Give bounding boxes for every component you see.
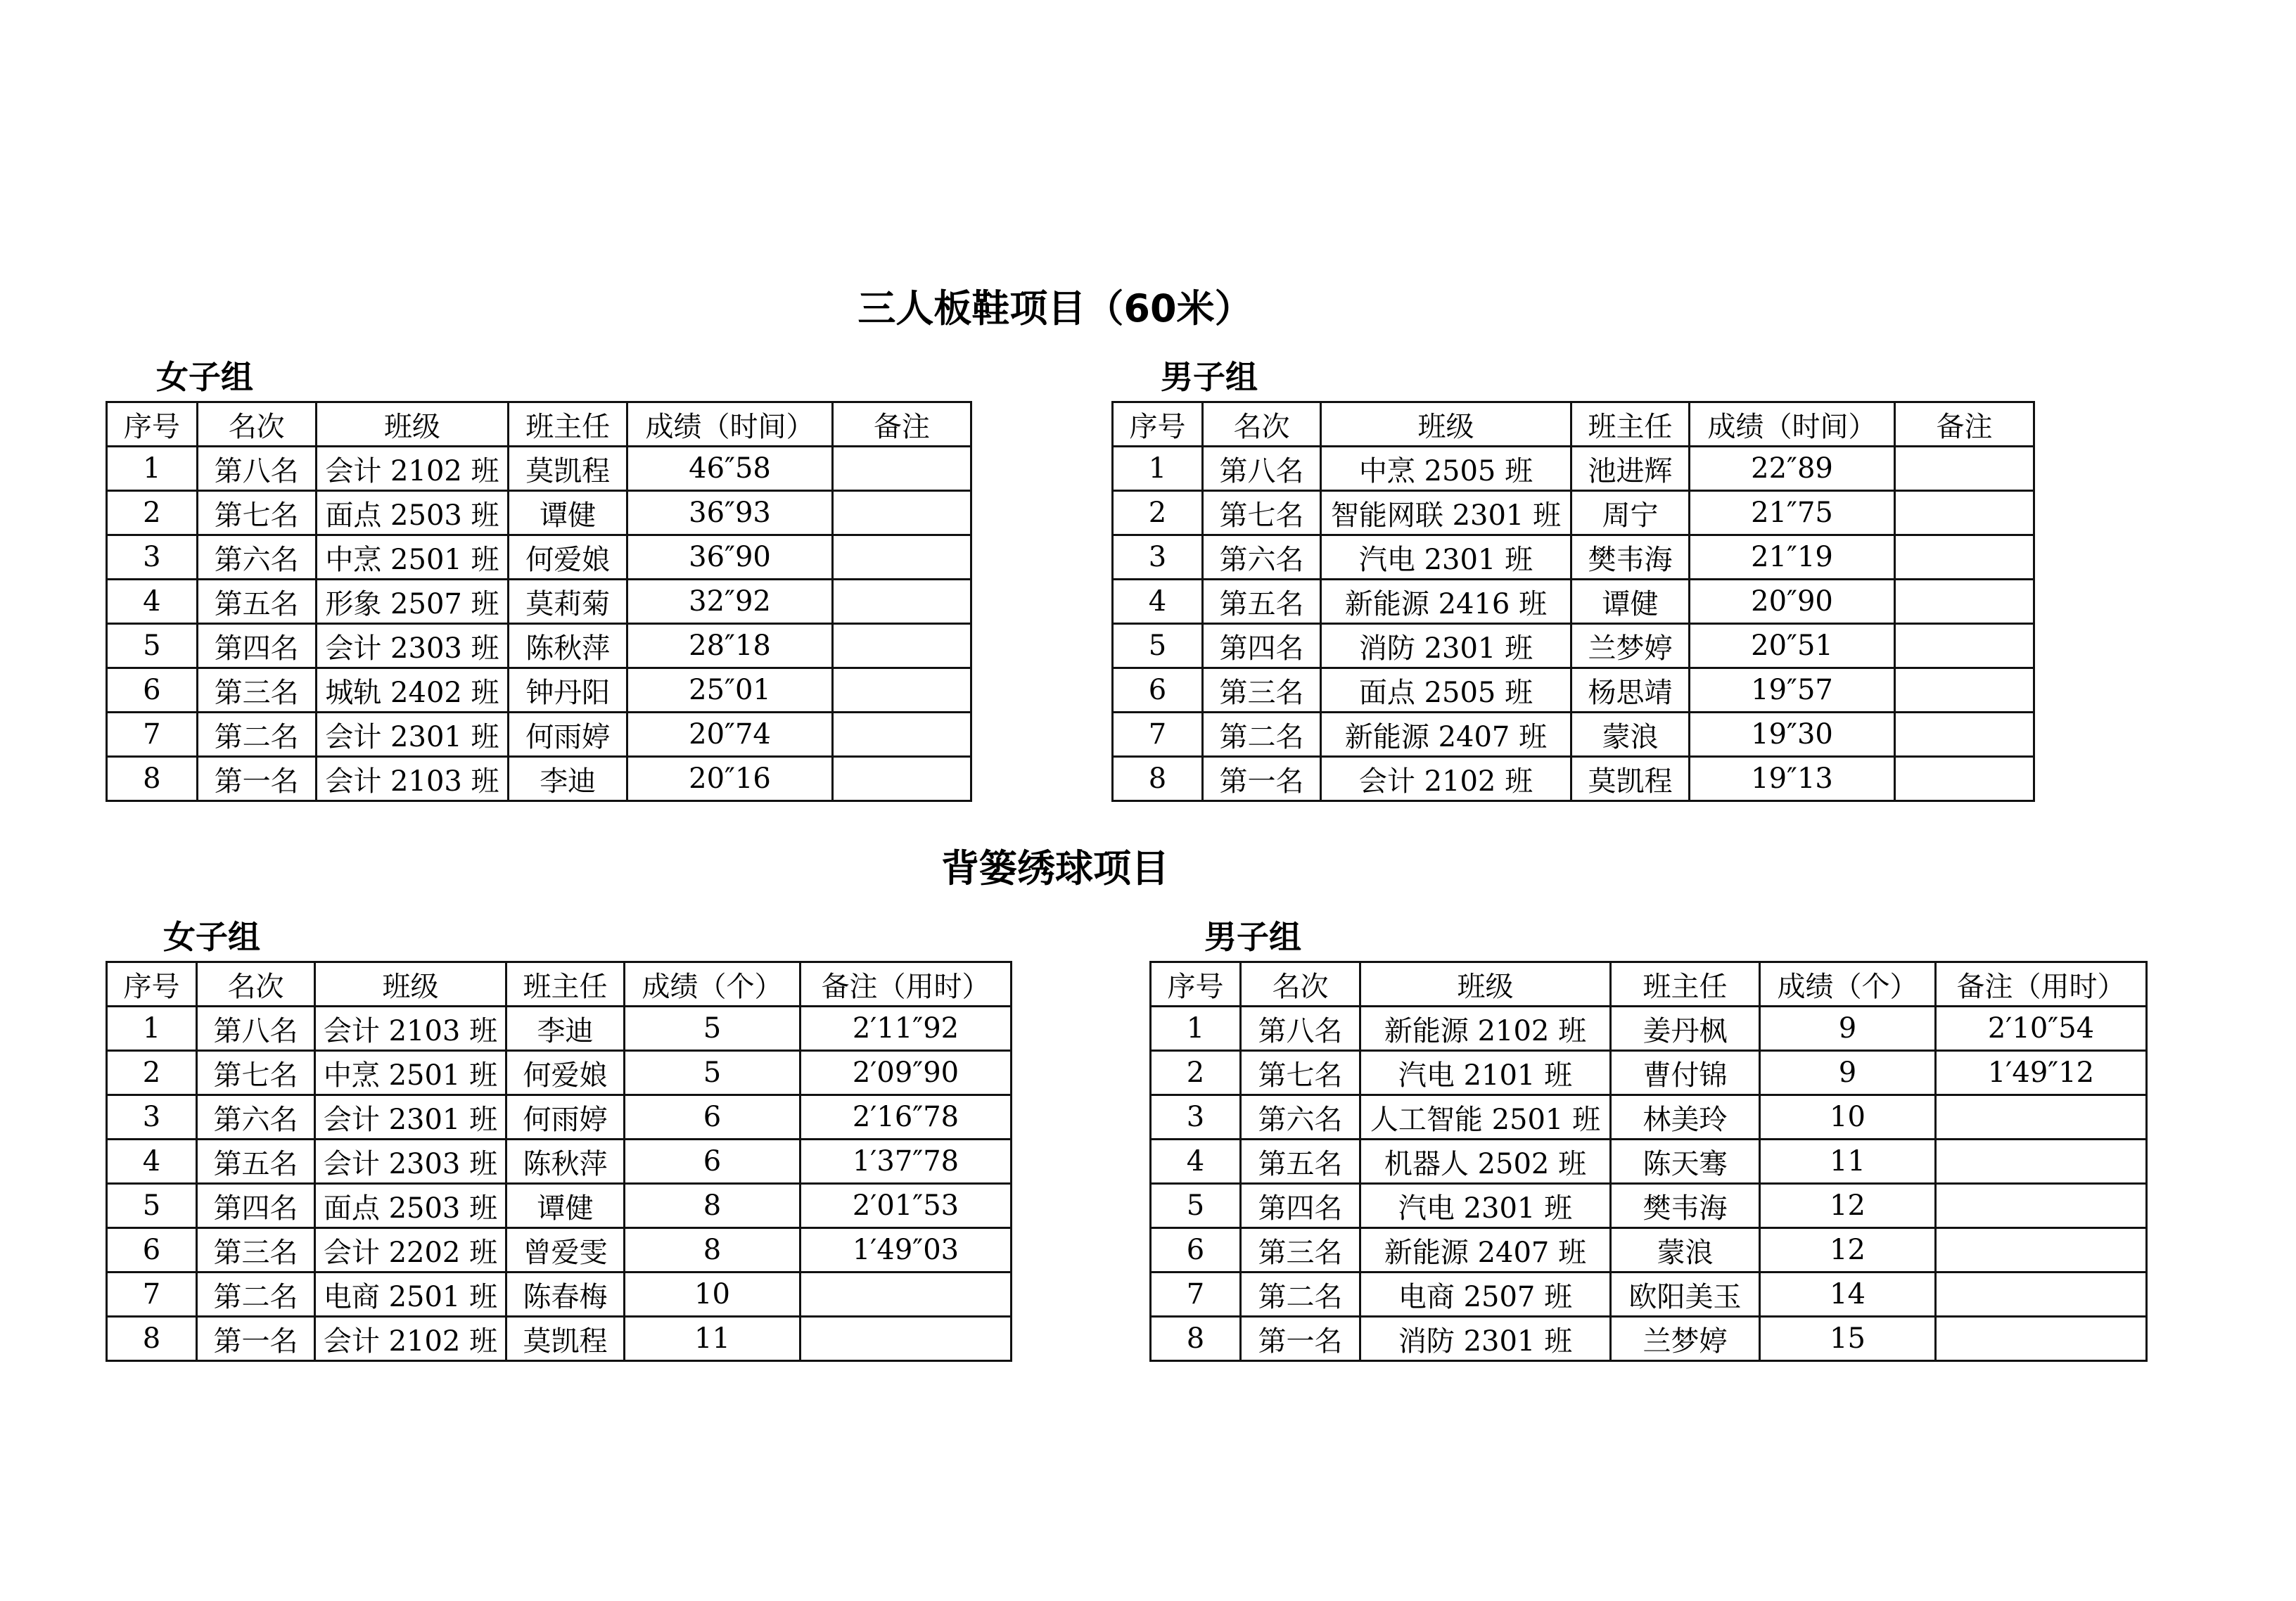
- header-seq: 序号: [107, 962, 197, 1007]
- header-class: 班级: [1321, 402, 1571, 447]
- cell-rank: 第二名: [1241, 1272, 1360, 1317]
- cell-rank: 第三名: [197, 1228, 315, 1272]
- cell-score: 22″89: [1690, 447, 1895, 491]
- table-header-row: [1113, 402, 2034, 447]
- cell-teacher: 周宁: [1571, 491, 1690, 535]
- cell-seq: 5: [107, 624, 198, 668]
- cell-seq: 4: [107, 1140, 197, 1184]
- cell-rank: 第八名: [1241, 1007, 1360, 1051]
- cell-teacher: 曾爱雯: [506, 1228, 625, 1272]
- cell-note: [1936, 1140, 2147, 1184]
- group-label-men: 男子组: [1204, 918, 1301, 956]
- cell-score: 6: [625, 1140, 801, 1184]
- cell-note: [1936, 1184, 2147, 1228]
- table-row: [1151, 1272, 2147, 1317]
- cell-class: 汽电 2301 班: [1321, 535, 1571, 580]
- cell-class: 形象 2507 班: [316, 580, 509, 624]
- cell-note: 2′01″53: [801, 1184, 1012, 1228]
- cell-score: 19″57: [1690, 668, 1895, 713]
- header-rank: 名次: [1203, 402, 1321, 447]
- group-label-women: 女子组: [156, 358, 253, 396]
- cell-class: 城轨 2402 班: [316, 668, 509, 713]
- cell-note: [801, 1317, 1012, 1361]
- header-seq: 序号: [107, 402, 198, 447]
- cell-teacher: 杨思靖: [1571, 668, 1690, 713]
- cell-teacher: 陈秋萍: [509, 624, 627, 668]
- cell-class: 面点 2505 班: [1321, 668, 1571, 713]
- cell-class: 中烹 2501 班: [316, 535, 509, 580]
- table-row: [107, 1228, 1012, 1272]
- header-class: 班级: [1360, 962, 1611, 1007]
- cell-class: 新能源 2407 班: [1321, 713, 1571, 757]
- cell-teacher: 欧阳美玉: [1611, 1272, 1760, 1317]
- cell-rank: 第七名: [1203, 491, 1321, 535]
- cell-teacher: 何雨婷: [509, 713, 627, 757]
- table-row: [1113, 757, 2034, 801]
- group-label-men: 男子组: [1161, 358, 1258, 396]
- group-label-women: 女子组: [163, 918, 260, 956]
- table-row: [107, 1140, 1012, 1184]
- table-row: [1151, 1095, 2147, 1140]
- results-table-board-shoes-women: [106, 401, 972, 802]
- cell-seq: 8: [1113, 757, 1203, 801]
- table-row: [1113, 447, 2034, 491]
- cell-score: 5: [625, 1007, 801, 1051]
- cell-rank: 第六名: [197, 535, 316, 580]
- cell-seq: 5: [107, 1184, 197, 1228]
- cell-class: 新能源 2416 班: [1321, 580, 1571, 624]
- cell-teacher: 蒙浪: [1611, 1228, 1760, 1272]
- cell-note: [1895, 668, 2034, 713]
- table-row: [107, 757, 971, 801]
- cell-seq: 8: [1151, 1317, 1241, 1361]
- header-class: 班级: [315, 962, 506, 1007]
- table-row: [1113, 535, 2034, 580]
- cell-score: 6: [625, 1095, 801, 1140]
- table-row: [1113, 491, 2034, 535]
- header-rank: 名次: [197, 402, 316, 447]
- cell-note: [1936, 1272, 2147, 1317]
- cell-score: 19″13: [1690, 757, 1895, 801]
- cell-teacher: 李迪: [509, 757, 627, 801]
- cell-note: [1895, 713, 2034, 757]
- cell-rank: 第一名: [197, 1317, 315, 1361]
- cell-teacher: 谭健: [1571, 580, 1690, 624]
- cell-teacher: 谭健: [509, 491, 627, 535]
- cell-seq: 5: [1151, 1184, 1241, 1228]
- cell-class: 会计 2303 班: [316, 624, 509, 668]
- cell-teacher: 曹付锦: [1611, 1051, 1760, 1095]
- cell-teacher: 莫凯程: [509, 447, 627, 491]
- cell-note: 1′49″12: [1936, 1051, 2147, 1095]
- table-row: [1113, 713, 2034, 757]
- results-table-basket-ball-men: [1149, 961, 2148, 1362]
- cell-score: 5: [625, 1051, 801, 1095]
- cell-score: 10: [1760, 1095, 1936, 1140]
- cell-rank: 第五名: [197, 580, 316, 624]
- cell-class: 人工智能 2501 班: [1360, 1095, 1611, 1140]
- cell-seq: 6: [1151, 1228, 1241, 1272]
- table-row: [107, 1317, 1012, 1361]
- results-table-basket-ball-women: [106, 961, 1012, 1362]
- cell-teacher: 陈春梅: [506, 1272, 625, 1317]
- header-score: 成绩（个）: [1760, 962, 1936, 1007]
- cell-teacher: 樊韦海: [1611, 1184, 1760, 1228]
- cell-score: 11: [1760, 1140, 1936, 1184]
- cell-rank: 第六名: [197, 1095, 315, 1140]
- cell-class: 智能网联 2301 班: [1321, 491, 1571, 535]
- cell-score: 20″90: [1690, 580, 1895, 624]
- cell-note: [1936, 1228, 2147, 1272]
- cell-rank: 第四名: [197, 1184, 315, 1228]
- cell-seq: 3: [107, 535, 198, 580]
- cell-score: 28″18: [627, 624, 833, 668]
- cell-class: 汽电 2301 班: [1360, 1184, 1611, 1228]
- cell-note: [1895, 580, 2034, 624]
- table-row: [1151, 1228, 2147, 1272]
- cell-seq: 6: [107, 668, 198, 713]
- cell-class: 中烹 2505 班: [1321, 447, 1571, 491]
- cell-score: 20″16: [627, 757, 833, 801]
- cell-rank: 第六名: [1203, 535, 1321, 580]
- cell-seq: 5: [1113, 624, 1203, 668]
- cell-score: 12: [1760, 1184, 1936, 1228]
- cell-class: 会计 2103 班: [316, 757, 509, 801]
- cell-score: 20″74: [627, 713, 833, 757]
- cell-class: 会计 2103 班: [315, 1007, 506, 1051]
- cell-teacher: 陈天骞: [1611, 1140, 1760, 1184]
- cell-rank: 第七名: [197, 1051, 315, 1095]
- cell-class: 电商 2501 班: [315, 1272, 506, 1317]
- cell-score: 21″75: [1690, 491, 1895, 535]
- cell-seq: 8: [107, 1317, 197, 1361]
- header-teacher: 班主任: [506, 962, 625, 1007]
- table-row: [1151, 1007, 2147, 1051]
- cell-teacher: 何雨婷: [506, 1095, 625, 1140]
- cell-score: 10: [625, 1272, 801, 1317]
- cell-rank: 第四名: [197, 624, 316, 668]
- cell-score: 11: [625, 1317, 801, 1361]
- cell-seq: 7: [107, 713, 198, 757]
- cell-seq: 3: [1151, 1095, 1241, 1140]
- cell-note: [801, 1272, 1012, 1317]
- cell-teacher: 莫莉菊: [509, 580, 627, 624]
- table-header-row: [107, 402, 971, 447]
- table-row: [1113, 668, 2034, 713]
- cell-seq: 2: [1113, 491, 1203, 535]
- cell-class: 面点 2503 班: [315, 1184, 506, 1228]
- cell-teacher: 谭健: [506, 1184, 625, 1228]
- cell-teacher: 陈秋萍: [506, 1140, 625, 1184]
- cell-note: [1936, 1095, 2147, 1140]
- cell-rank: 第四名: [1241, 1184, 1360, 1228]
- cell-score: 46″58: [627, 447, 833, 491]
- header-class: 班级: [316, 402, 509, 447]
- table-row: [107, 580, 971, 624]
- cell-class: 电商 2507 班: [1360, 1272, 1611, 1317]
- cell-seq: 4: [107, 580, 198, 624]
- cell-rank: 第七名: [197, 491, 316, 535]
- cell-teacher: 何爱娘: [509, 535, 627, 580]
- cell-note: [1895, 757, 2034, 801]
- header-score: 成绩（时间）: [627, 402, 833, 447]
- cell-rank: 第一名: [1241, 1317, 1360, 1361]
- cell-score: 36″93: [627, 491, 833, 535]
- cell-rank: 第一名: [197, 757, 316, 801]
- header-note: 备注: [832, 402, 971, 447]
- cell-score: 21″19: [1690, 535, 1895, 580]
- header-teacher: 班主任: [1611, 962, 1760, 1007]
- cell-rank: 第八名: [1203, 447, 1321, 491]
- cell-note: 1′37″78: [801, 1140, 1012, 1184]
- cell-rank: 第五名: [1241, 1140, 1360, 1184]
- cell-note: [832, 757, 971, 801]
- cell-rank: 第三名: [1241, 1228, 1360, 1272]
- table-row: [1151, 1317, 2147, 1361]
- cell-seq: 6: [107, 1228, 197, 1272]
- cell-score: 32″92: [627, 580, 833, 624]
- cell-note: [1895, 447, 2034, 491]
- cell-seq: 1: [107, 447, 198, 491]
- cell-class: 会计 2301 班: [315, 1095, 506, 1140]
- cell-class: 会计 2102 班: [315, 1317, 506, 1361]
- cell-teacher: 姜丹枫: [1611, 1007, 1760, 1051]
- cell-seq: 2: [107, 491, 198, 535]
- table-header-row: [107, 962, 1012, 1007]
- cell-class: 新能源 2407 班: [1360, 1228, 1611, 1272]
- table-row: [107, 1007, 1012, 1051]
- header-note: 备注（用时）: [1936, 962, 2147, 1007]
- cell-note: [832, 491, 971, 535]
- cell-note: [832, 668, 971, 713]
- cell-note: 1′49″03: [801, 1228, 1012, 1272]
- cell-class: 会计 2102 班: [316, 447, 509, 491]
- cell-rank: 第三名: [1203, 668, 1321, 713]
- cell-score: 8: [625, 1184, 801, 1228]
- table-row: [107, 1095, 1012, 1140]
- table-row: [1113, 624, 2034, 668]
- section-title-basket-ball: 背篓绣球项目: [941, 846, 1169, 891]
- table-row: [107, 713, 971, 757]
- cell-class: 会计 2301 班: [316, 713, 509, 757]
- cell-class: 汽电 2101 班: [1360, 1051, 1611, 1095]
- cell-rank: 第五名: [1203, 580, 1321, 624]
- header-score: 成绩（时间）: [1690, 402, 1895, 447]
- table-row: [107, 668, 971, 713]
- cell-seq: 8: [107, 757, 198, 801]
- cell-score: 19″30: [1690, 713, 1895, 757]
- cell-teacher: 蒙浪: [1571, 713, 1690, 757]
- cell-rank: 第二名: [197, 1272, 315, 1317]
- cell-class: 会计 2202 班: [315, 1228, 506, 1272]
- table-row: [107, 1272, 1012, 1317]
- cell-rank: 第四名: [1203, 624, 1321, 668]
- table-header-row: [1151, 962, 2147, 1007]
- cell-class: 会计 2102 班: [1321, 757, 1571, 801]
- cell-score: 8: [625, 1228, 801, 1272]
- cell-note: [1895, 535, 2034, 580]
- cell-note: 2′16″78: [801, 1095, 1012, 1140]
- cell-class: 中烹 2501 班: [315, 1051, 506, 1095]
- cell-score: 9: [1760, 1051, 1936, 1095]
- cell-teacher: 兰梦婷: [1571, 624, 1690, 668]
- cell-seq: 1: [1151, 1007, 1241, 1051]
- cell-teacher: 林美玲: [1611, 1095, 1760, 1140]
- cell-rank: 第一名: [1203, 757, 1321, 801]
- cell-note: 2′10″54: [1936, 1007, 2147, 1051]
- table-row: [107, 535, 971, 580]
- table-row: [1151, 1184, 2147, 1228]
- cell-seq: 7: [1151, 1272, 1241, 1317]
- cell-note: [1895, 624, 2034, 668]
- table-row: [1113, 580, 2034, 624]
- cell-note: 2′11″92: [801, 1007, 1012, 1051]
- cell-seq: 2: [107, 1051, 197, 1095]
- header-rank: 名次: [1241, 962, 1360, 1007]
- cell-score: 14: [1760, 1272, 1936, 1317]
- header-seq: 序号: [1151, 962, 1241, 1007]
- cell-score: 15: [1760, 1317, 1936, 1361]
- cell-rank: 第二名: [197, 713, 316, 757]
- table-row: [1151, 1140, 2147, 1184]
- cell-note: 2′09″90: [801, 1051, 1012, 1095]
- cell-class: 会计 2303 班: [315, 1140, 506, 1184]
- header-teacher: 班主任: [509, 402, 627, 447]
- header-note: 备注: [1895, 402, 2034, 447]
- cell-note: [832, 624, 971, 668]
- cell-teacher: 莫凯程: [506, 1317, 625, 1361]
- cell-seq: 2: [1151, 1051, 1241, 1095]
- cell-score: 20″51: [1690, 624, 1895, 668]
- cell-seq: 1: [107, 1007, 197, 1051]
- cell-class: 新能源 2102 班: [1360, 1007, 1611, 1051]
- cell-class: 消防 2301 班: [1321, 624, 1571, 668]
- cell-teacher: 何爱娘: [506, 1051, 625, 1095]
- cell-note: [832, 580, 971, 624]
- cell-rank: 第七名: [1241, 1051, 1360, 1095]
- table-row: [1151, 1051, 2147, 1095]
- table-row: [107, 624, 971, 668]
- table-row: [107, 447, 971, 491]
- cell-note: [1936, 1317, 2147, 1361]
- cell-class: 面点 2503 班: [316, 491, 509, 535]
- cell-seq: 1: [1113, 447, 1203, 491]
- cell-seq: 4: [1151, 1140, 1241, 1184]
- header-seq: 序号: [1113, 402, 1203, 447]
- cell-score: 12: [1760, 1228, 1936, 1272]
- cell-class: 机器人 2502 班: [1360, 1140, 1611, 1184]
- cell-rank: 第八名: [197, 447, 316, 491]
- cell-seq: 6: [1113, 668, 1203, 713]
- table-row: [107, 1184, 1012, 1228]
- cell-rank: 第三名: [197, 668, 316, 713]
- cell-score: 9: [1760, 1007, 1936, 1051]
- cell-teacher: 莫凯程: [1571, 757, 1690, 801]
- cell-teacher: 钟丹阳: [509, 668, 627, 713]
- cell-teacher: 樊韦海: [1571, 535, 1690, 580]
- cell-seq: 4: [1113, 580, 1203, 624]
- cell-seq: 3: [1113, 535, 1203, 580]
- table-row: [107, 1051, 1012, 1095]
- cell-rank: 第二名: [1203, 713, 1321, 757]
- cell-rank: 第六名: [1241, 1095, 1360, 1140]
- cell-score: 36″90: [627, 535, 833, 580]
- cell-seq: 7: [107, 1272, 197, 1317]
- header-teacher: 班主任: [1571, 402, 1690, 447]
- cell-teacher: 李迪: [506, 1007, 625, 1051]
- cell-rank: 第五名: [197, 1140, 315, 1184]
- results-table-board-shoes-men: [1111, 401, 2035, 802]
- cell-teacher: 池进辉: [1571, 447, 1690, 491]
- cell-class: 消防 2301 班: [1360, 1317, 1611, 1361]
- cell-note: [832, 713, 971, 757]
- header-score: 成绩（个）: [625, 962, 801, 1007]
- cell-seq: 3: [107, 1095, 197, 1140]
- cell-note: [832, 535, 971, 580]
- cell-teacher: 兰梦婷: [1611, 1317, 1760, 1361]
- cell-seq: 7: [1113, 713, 1203, 757]
- cell-score: 25″01: [627, 668, 833, 713]
- table-row: [107, 491, 971, 535]
- cell-rank: 第八名: [197, 1007, 315, 1051]
- section-title-board-shoes: 三人板鞋项目（60米）: [857, 286, 1253, 331]
- cell-note: [1895, 491, 2034, 535]
- cell-note: [832, 447, 971, 491]
- header-note: 备注（用时）: [801, 962, 1012, 1007]
- header-rank: 名次: [197, 962, 315, 1007]
